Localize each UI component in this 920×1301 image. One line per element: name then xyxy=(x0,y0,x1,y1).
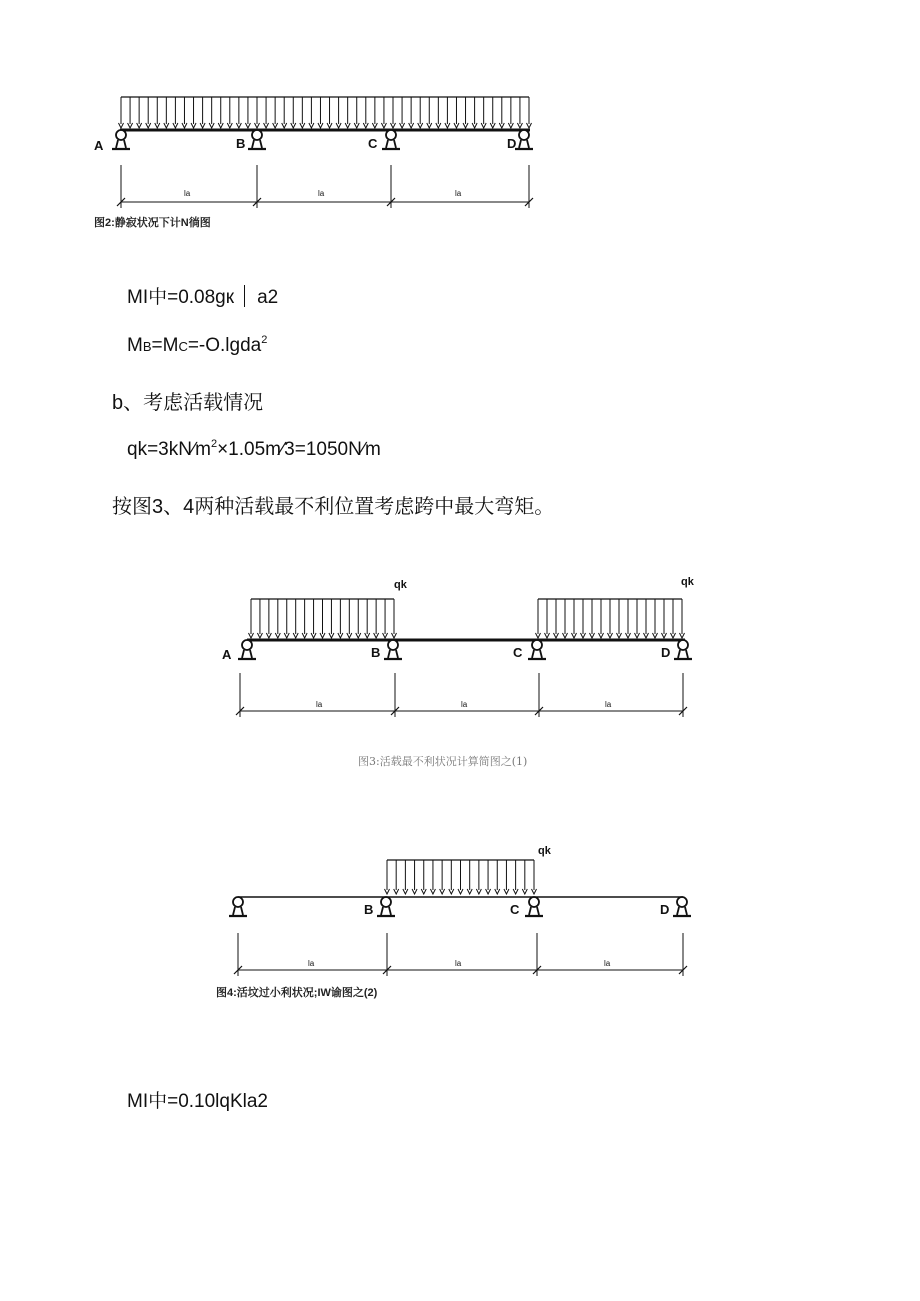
dimension-lines xyxy=(234,933,687,976)
support-leg xyxy=(116,140,118,148)
support-leg xyxy=(394,140,396,148)
support-leg xyxy=(233,907,235,915)
figure-4-diagram xyxy=(0,830,920,1030)
qk-sup: 2 xyxy=(210,438,218,450)
section-b-heading: b、考虑活载情况 xyxy=(112,392,264,414)
support-leg xyxy=(396,650,398,658)
support-pin xyxy=(388,640,398,650)
formula-qk xyxy=(127,438,381,461)
support-leg xyxy=(686,650,688,658)
span-label-3: la xyxy=(604,959,611,968)
support-leg xyxy=(529,907,531,915)
support-pin xyxy=(519,130,529,140)
figure-2-diagram xyxy=(0,0,920,220)
span-label-3: la xyxy=(605,700,612,709)
mb-mid: =M xyxy=(151,335,179,356)
support-label-a: A xyxy=(94,138,104,153)
formula-m1-mid xyxy=(127,282,278,309)
support-label-b: B xyxy=(364,902,374,917)
support-leg xyxy=(381,907,383,915)
support-leg xyxy=(250,650,252,658)
qk-part-a: qk=3kN∕m xyxy=(127,439,211,460)
live-load-span-2 xyxy=(385,860,537,894)
span-label-2: la xyxy=(318,189,325,198)
formula-m1-main: MI中=0.08gк xyxy=(127,287,235,308)
support-label-d: D xyxy=(507,136,517,151)
load-label-2: qk xyxy=(681,576,694,588)
support-pin xyxy=(678,640,688,650)
dimension-lines xyxy=(117,165,533,208)
figure-3-diagram xyxy=(0,560,920,780)
mb-sub-b: B xyxy=(142,339,152,354)
span-label-1: la xyxy=(308,959,315,968)
span-label-2: la xyxy=(461,700,468,709)
support-pin xyxy=(252,130,262,140)
support-leg xyxy=(386,140,388,148)
support-leg xyxy=(260,140,262,148)
support-leg xyxy=(537,907,539,915)
formula-mb-mc xyxy=(127,334,267,357)
support-label-d: D xyxy=(661,645,671,660)
mb-sub-c: C xyxy=(178,339,188,354)
support-pin xyxy=(242,640,252,650)
load-label-1: qk xyxy=(394,579,407,591)
supports xyxy=(112,130,533,149)
support-leg xyxy=(519,140,521,148)
paragraph-live-load: 按图3、4两种活载最不利位置考虑跨中最大弯矩。 xyxy=(112,496,555,518)
support-leg xyxy=(685,907,687,915)
dimension-lines xyxy=(236,673,687,717)
support-leg xyxy=(540,650,542,658)
live-load-span-3 xyxy=(536,599,685,638)
support-label-c: C xyxy=(510,902,520,917)
support-pin xyxy=(116,130,126,140)
support-leg xyxy=(242,650,244,658)
span-label-1: la xyxy=(184,189,191,198)
support-pin xyxy=(233,897,243,907)
load-label: qk xyxy=(538,845,551,857)
uniform-load-full xyxy=(119,97,532,128)
support-label-b: B xyxy=(236,136,246,151)
support-leg xyxy=(677,907,679,915)
figure-3-caption: 图3:活载最不利状况计算简图之(1) xyxy=(358,755,528,768)
support-label-a: A xyxy=(222,647,232,662)
formula-divider xyxy=(244,285,245,307)
support-label-d: D xyxy=(660,902,670,917)
live-load-span-1 xyxy=(249,599,397,638)
support-pin xyxy=(532,640,542,650)
supports xyxy=(238,640,692,659)
support-leg xyxy=(678,650,680,658)
supports xyxy=(229,897,691,916)
support-leg xyxy=(241,907,243,915)
support-leg xyxy=(388,650,390,658)
support-label-b: B xyxy=(371,645,381,660)
span-label-2: la xyxy=(455,959,462,968)
support-leg xyxy=(527,140,529,148)
qk-part-b: ×1.05m∕3=1050N∕m xyxy=(217,439,381,460)
support-pin xyxy=(677,897,687,907)
support-pin xyxy=(529,897,539,907)
support-leg xyxy=(252,140,254,148)
support-pin xyxy=(386,130,396,140)
support-label-c: C xyxy=(513,645,523,660)
formula-m1-live: MI中=0.10lqKla2 xyxy=(127,1091,268,1112)
figure-4-caption: 图4:活坟过小利状况;IW谕图之(2) xyxy=(216,987,378,999)
span-label-1: la xyxy=(316,700,323,709)
figure-2-caption: 图2:静寂状况下计N徜图 xyxy=(94,217,211,229)
support-label-c: C xyxy=(368,136,378,151)
support-leg xyxy=(532,650,534,658)
formula-m1-tail: a2 xyxy=(257,287,279,308)
support-leg xyxy=(389,907,391,915)
span-label-3: la xyxy=(455,189,462,198)
mb-prefix: M xyxy=(127,335,143,356)
support-leg xyxy=(124,140,126,148)
mb-sup: 2 xyxy=(261,334,268,346)
support-pin xyxy=(381,897,391,907)
mb-rest: =-O.lgda xyxy=(187,335,262,356)
